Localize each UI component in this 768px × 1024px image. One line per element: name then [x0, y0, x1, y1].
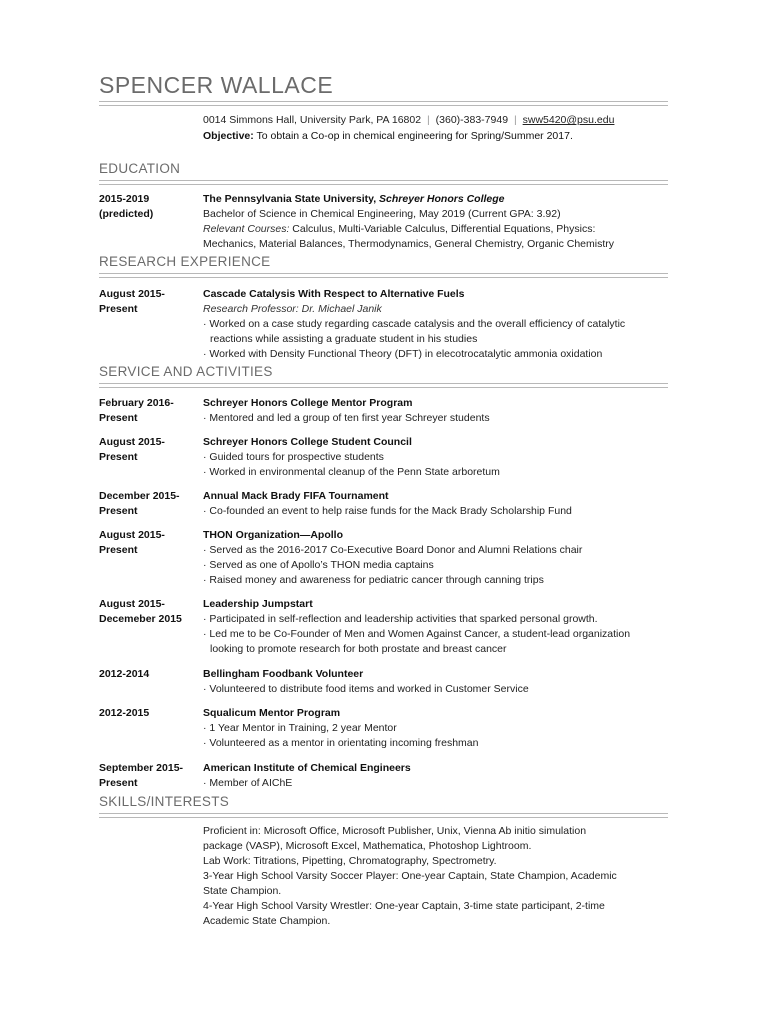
school: The Pennsylvania State University,	[203, 193, 377, 205]
entry-date	[99, 706, 199, 721]
entry-date	[99, 597, 199, 627]
date-end: Present	[99, 412, 138, 424]
bullet-item: · Guided tours for prospective students	[203, 451, 384, 463]
date-end: Present	[99, 451, 138, 463]
bullet-item: · Worked in environmental cleanup of the Penn State arboretum	[203, 466, 500, 478]
entry-title: Leadership Jumpstart	[203, 598, 313, 610]
section-divider	[99, 273, 668, 278]
candidate-name: SPENCER WALLACE	[99, 72, 334, 98]
courses-cont: Mechanics, Material Balances, Thermodynamics, General Chemistry, Organic Chemistry	[203, 238, 615, 250]
entry-date	[99, 287, 199, 317]
date-start: February 2016-	[99, 397, 174, 409]
entry-title: Schreyer Honors College Mentor Program	[203, 397, 413, 409]
section-divider	[99, 180, 668, 185]
courses-label: Relevant Courses:	[203, 223, 290, 235]
entry-title: Annual Mack Brady FIFA Tournament	[203, 490, 389, 502]
entry-title: Bellingham Foodbank Volunteer	[203, 668, 364, 680]
bullet-item: · Mentored and led a group of ten first year Schreyer students	[203, 412, 490, 424]
date-start: August 2015-	[99, 288, 165, 300]
date-start: 2012-2015	[99, 707, 150, 719]
entry-title: Schreyer Honors College Student Council	[203, 436, 412, 448]
date-end: Present	[99, 777, 138, 789]
separator: |	[513, 114, 517, 126]
date-start: 2012-2014	[99, 668, 150, 680]
skill-line: Lab Work: Titrations, Pipetting, Chromatography, Spectrometry.	[203, 855, 497, 867]
entry-body	[203, 489, 663, 519]
professor: Research Professor: Dr. Michael Janik	[203, 303, 382, 315]
entry-body	[203, 667, 663, 697]
bullet-item: · Volunteered to distribute food items and worked in Customer Service	[203, 683, 529, 695]
entry-date	[99, 489, 199, 519]
date-start: 2015-2019	[99, 193, 150, 205]
bullet-item: · Member of AIChE	[203, 777, 293, 789]
entry-body	[203, 435, 663, 480]
objective	[203, 130, 573, 142]
skills-heading: SKILLS/INTERESTS	[99, 794, 230, 809]
entry-date	[99, 396, 199, 426]
date-start: September 2015-	[99, 762, 184, 774]
bullet-item: · Served as one of Apollo’s THON media captains	[203, 559, 434, 571]
separator: |	[427, 114, 430, 126]
date-end: Present	[99, 505, 138, 517]
bullet-item: · Led me to be Co-Founder of Men and Women Against Cancer, a student-lead organization looking to promote research for both prostate and breast cancer	[203, 628, 631, 655]
contact-line	[203, 114, 614, 126]
date-end: (predicted)	[99, 208, 154, 220]
header-divider	[99, 101, 668, 106]
objective-text: To obtain a Co-op in chemical engineering for Spring/Summer 2017.	[256, 130, 573, 142]
entry-title: THON Organization—Apollo	[203, 529, 343, 541]
bullet-item: · Volunteered as a mentor in orientating incoming freshman	[203, 737, 479, 749]
education-heading: EDUCATION	[99, 161, 181, 176]
research-heading: RESEARCH EXPERIENCE	[99, 254, 271, 269]
phone: (360)-383-7949	[435, 114, 509, 126]
entry-body	[203, 761, 663, 791]
college: Schreyer Honors College	[379, 193, 505, 205]
date-start: August 2015-	[99, 529, 165, 541]
bullet-item: · 1 Year Mentor in Training, 2 year Mentor	[203, 722, 397, 734]
bullet-item: · Served as the 2016-2017 Co-Executive Board Donor and Alumni Relations chair	[203, 544, 583, 556]
project-title: Cascade Catalysis With Respect to Alternative Fuels	[203, 288, 465, 300]
bullet-item: · Participated in self-reflection and leadership activities that sparked personal growth.	[203, 613, 598, 625]
entry-date	[99, 435, 199, 465]
school-name	[203, 192, 663, 207]
skills-list	[203, 824, 623, 929]
courses	[203, 222, 663, 237]
section-divider	[99, 383, 668, 388]
skill-line: Proficient in: Microsoft Office, Microsoft Publisher, Unix, Vienna Ab initio simulation package (VASP), Microsoft Excel, Mathematica, Photoshop Lightroom.	[203, 825, 587, 852]
email-link[interactable]: sww5420@psu.edu	[522, 114, 615, 126]
entry-body	[203, 396, 663, 426]
entry-title: Squalicum Mentor Program	[203, 707, 341, 719]
bullet-item: · Co-founded an event to help raise funds for the Mack Brady Scholarship Fund	[203, 505, 572, 517]
address: 0014 Simmons Hall, University Park, PA 16802	[203, 114, 422, 126]
bullet-item: · Worked on a case study regarding cascade catalysis and the overall efficiency of catalytic reactions while assisting a graduate student in his studies	[203, 318, 626, 345]
entry-body	[203, 192, 663, 252]
entry-body	[203, 287, 663, 362]
entry-body	[203, 528, 663, 588]
service-heading: SERVICE AND ACTIVITIES	[99, 364, 273, 379]
date-start: December 2015-	[99, 490, 180, 502]
date-end: Present	[99, 544, 138, 556]
date-end: Decemeber 2015	[99, 613, 182, 625]
skill-line: 4-Year High School Varsity Wrestler: One-year Captain, 3-time state participant, 2-time Academic State Champion.	[203, 900, 605, 927]
entry-body	[203, 706, 663, 751]
date-start: August 2015-	[99, 598, 165, 610]
entry-date	[99, 192, 199, 222]
objective-label: Objective:	[203, 130, 254, 142]
bullet-item: · Worked with Density Functional Theory (DFT) in elecotrocatalytic ammonia oxidation	[203, 348, 603, 360]
entry-date	[99, 528, 199, 558]
courses-text: Calculus, Multi-Variable Calculus, Differential Equations, Physics:	[292, 223, 596, 235]
date-start: August 2015-	[99, 436, 165, 448]
entry-title: American Institute of Chemical Engineers	[203, 762, 411, 774]
bullet-item: · Raised money and awareness for pediatric cancer through canning trips	[203, 574, 544, 586]
entry-body	[203, 597, 663, 657]
section-divider	[99, 813, 668, 818]
date-end: Present	[99, 303, 138, 315]
entry-date	[99, 761, 199, 791]
entry-date	[99, 667, 199, 682]
degree: Bachelor of Science in Chemical Engineering, May 2019 (Current GPA: 3.92)	[203, 208, 561, 220]
skill-line: 3-Year High School Varsity Soccer Player: One-year Captain, State Champion, Academic State Champion.	[203, 870, 617, 897]
